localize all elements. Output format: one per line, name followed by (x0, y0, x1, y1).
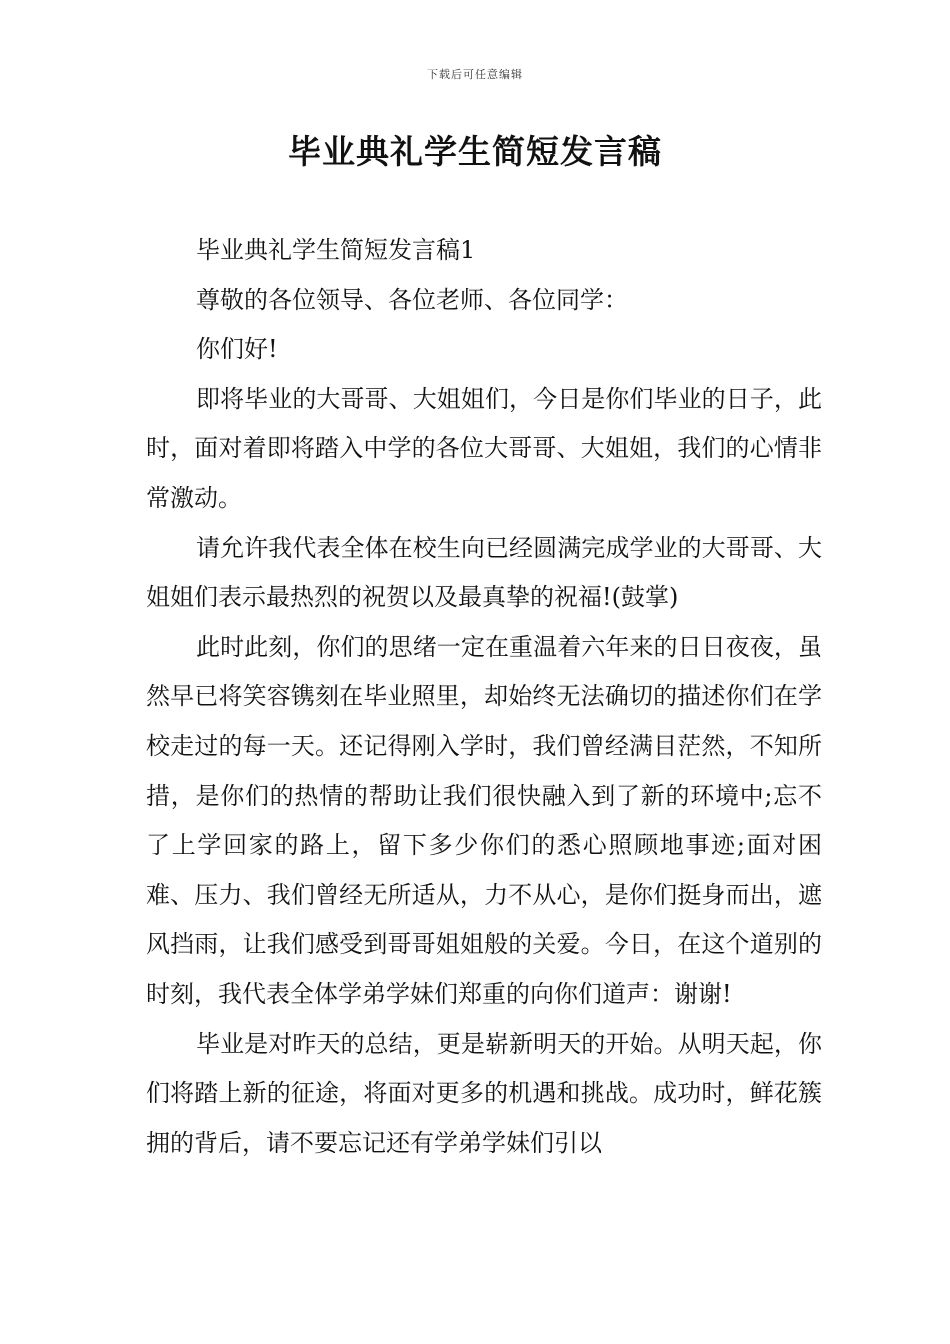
body-paragraph: 毕业是对昨天的总结，更是崭新明天的开始。从明天起，你们将踏上新的征途，将面对更多的机遇和挑战。成功时，鲜花簇拥的背后，请不要忘记还有学弟学妹们引以 (146, 1029, 822, 1157)
section-heading: 毕业典礼学生简短发言稿1 (196, 236, 476, 264)
body-paragraph: 此时此刻，你们的思绪一定在重温着六年来的日日夜夜，虽然早已将笑容镌刻在毕业照里，却始终无法确切的描述你们在学校走过的每一天。还记得刚入学时，我们曾经满目茫然，不知所措，是你们的热情的帮助让我们很快融入到了新的环境中;忘不了上学回家的路上，留下多少你们的悉心照顾地事迹;面对困难、压力、我们曾经无所适从，力不从心，是你们挺身而出，遮风挡雨，让我们感受到哥哥姐姐般的关爱。今日，在这个道别的时刻，我代表全体学弟学妹们郑重的向你们道声：谢谢! (146, 632, 822, 1008)
greeting: 你们好! (196, 335, 278, 364)
document-title: 毕业典礼学生简短发言稿 (288, 132, 662, 171)
body-paragraph: 即将毕业的大哥哥、大姐姐们，今日是你们毕业的日子，此时，面对着即将踏入中学的各位大哥哥、大姐姐，我们的心情非常激动。 (146, 384, 822, 512)
header-note: 下载后可任意编辑 (427, 68, 523, 81)
salutation: 尊敬的各位领导、各位老师、各位同学： (196, 285, 628, 314)
body-paragraph: 请允许我代表全体在校生向已经圆满完成学业的大哥哥、大姐姐们表示最热烈的祝贺以及最真挚的祝福!(鼓掌) (146, 533, 822, 612)
document-body (146, 226, 822, 1168)
